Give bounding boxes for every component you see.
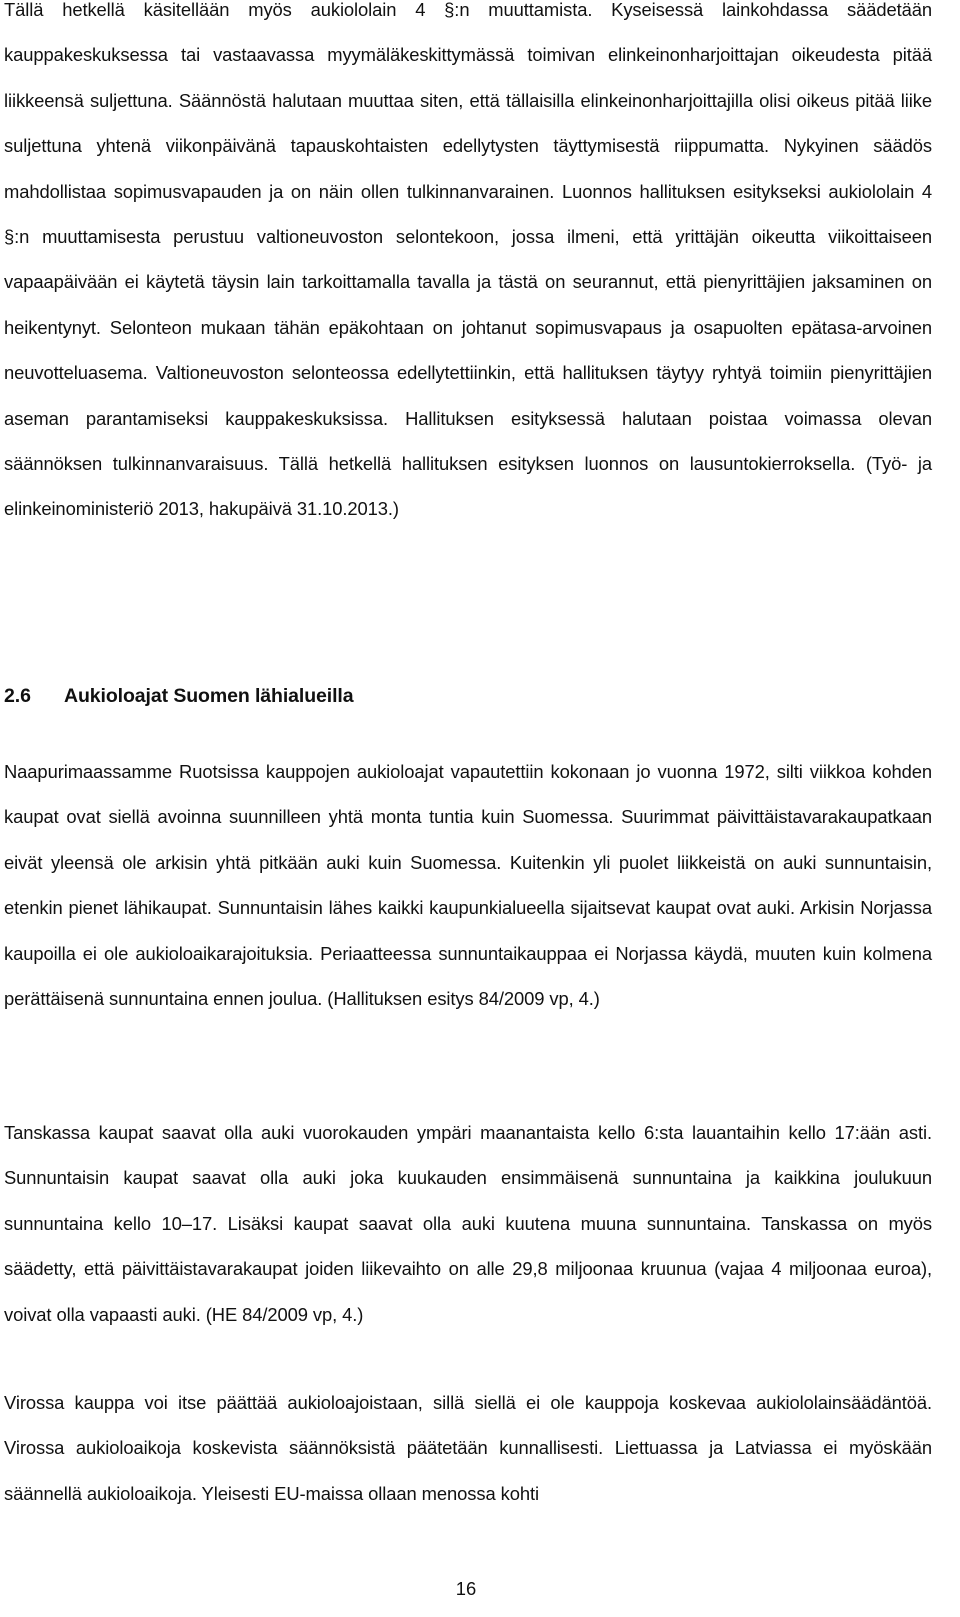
paragraph-aukiololaki: Tällä hetkellä käsitellään myös aukiololain 4 §:n muuttamista. Kyseisessä lainkohdassa säädetään kauppakeskuksessa tai vastaavassa myymäläkeskittymässä toimivan elinkeinonharjoittajan oikeudesta pitää liikkeensä suljettuna. Säännöstä halutaan muuttaa siten, että tällaisilla elinkeinonharjoittajilla olisi oikeus pitää liike suljettuna yhtenä viikonpäivänä tapauskohtaisten edellytysten täyttymisestä riippumatta. Nykyinen säädös mahdollistaa sopimusvapauden ja on näin ollen tulkinnanvarainen. Luonnos hallituksen esitykseksi aukiololain 4 §:n muuttamisesta perustuu valtioneuvoston selontekoon, jossa ilmeni, että yrittäjän oikeutta viikoittaiseen vapaapäivään ei käytetä täysin lain tarkoittamalla tavalla ja tästä on seurannut, että pienyrittäjien jaksaminen on heikentynyt. Selonteon mukaan tähän epäkohtaan on johtanut sopimusvapaus ja osapuolten epätasa-arvoinen neuvotteluasema. Valtioneuvoston selonteossa edellytettiinkin, että hallituksen täytyy ryhtyä toimiin pienyrittäjien aseman parantamiseksi kauppakeskuksissa. Hallituksen esityksessä halutaan poistaa voimassa olevan säännöksen tulkinnanvaraisuus. Tällä hetkellä hallituksen esityksen luonnos on lausuntokierroksella. (Työ- ja elinkeinoministeriö 2013, hakupäivä 31.10.2013.) bbox=[4, 0, 932, 520]
section-number: 2.6 bbox=[4, 685, 31, 707]
paragraph-tanska: Tanskassa kaupat saavat olla auki vuorokauden ympäri maanantaista kello 6:sta lauantaihin kello 17:ään asti. Sunnuntaisin kaupat saavat olla auki joka kuukauden ensimmäisenä sunnuntaina ja kaikkina joulukuun sunnuntaina kello 10–17. Lisäksi kaupat saavat olla auki kuutena muuna sunnuntaina. Tanskassa on myös säädetty, että päivittäistavarakaupat joiden liikevaihto on alle 29,8 miljoonaa kruunua (vajaa 4 miljoonaa euroa), voivat olla vapaasti auki. (HE 84/2009 vp, 4.) bbox=[4, 1122, 932, 1325]
paragraph-ruotsi-norja: Naapurimaassamme Ruotsissa kauppojen aukioloajat vapautettiin kokonaan jo vuonna 1972, silti viikkoa kohden kaupat ovat siellä avoinna suunnilleen yhtä monta tuntia kuin Suomessa. Suurimmat päivittäistavarakaupatkaan eivät yleensä ole arkisin yhtä pitkään auki kuin Suomessa. Kuitenkin yli puolet liikkeistä on auki sunnuntaisin, etenkin pienet lähikaupat. Sunnuntaisin lähes kaikki kaupunkialueella sijaitsevat kaupat ovat auki. Arkisin Norjassa kaupoilla ei ole aukioloaikarajoituksia. Periaatteessa sunnuntaikauppaa ei Norjassa käydä, muuten kuin kolmena perättäisenä sunnuntaina ennen joulua. (Hallituksen esitys 84/2009 vp, 4.) bbox=[4, 761, 932, 1010]
paragraph-viro: Virossa kauppa voi itse päättää aukioloajoistaan, sillä siellä ei ole kauppoja koskevaa aukiololainsäädäntöä. Virossa aukioloaikoja koskevista säännöksistä päätetään kunnallisesti. Liettuassa ja Latviassa ei myöskään säännellä aukioloaikoja. Yleisesti EU-maissa ollaan menossa kohti bbox=[4, 1392, 932, 1504]
section-heading bbox=[4, 674, 353, 719]
section-title: Aukioloajat Suomen lähialueilla bbox=[64, 685, 354, 707]
page-number: 16 bbox=[455, 1578, 477, 1599]
